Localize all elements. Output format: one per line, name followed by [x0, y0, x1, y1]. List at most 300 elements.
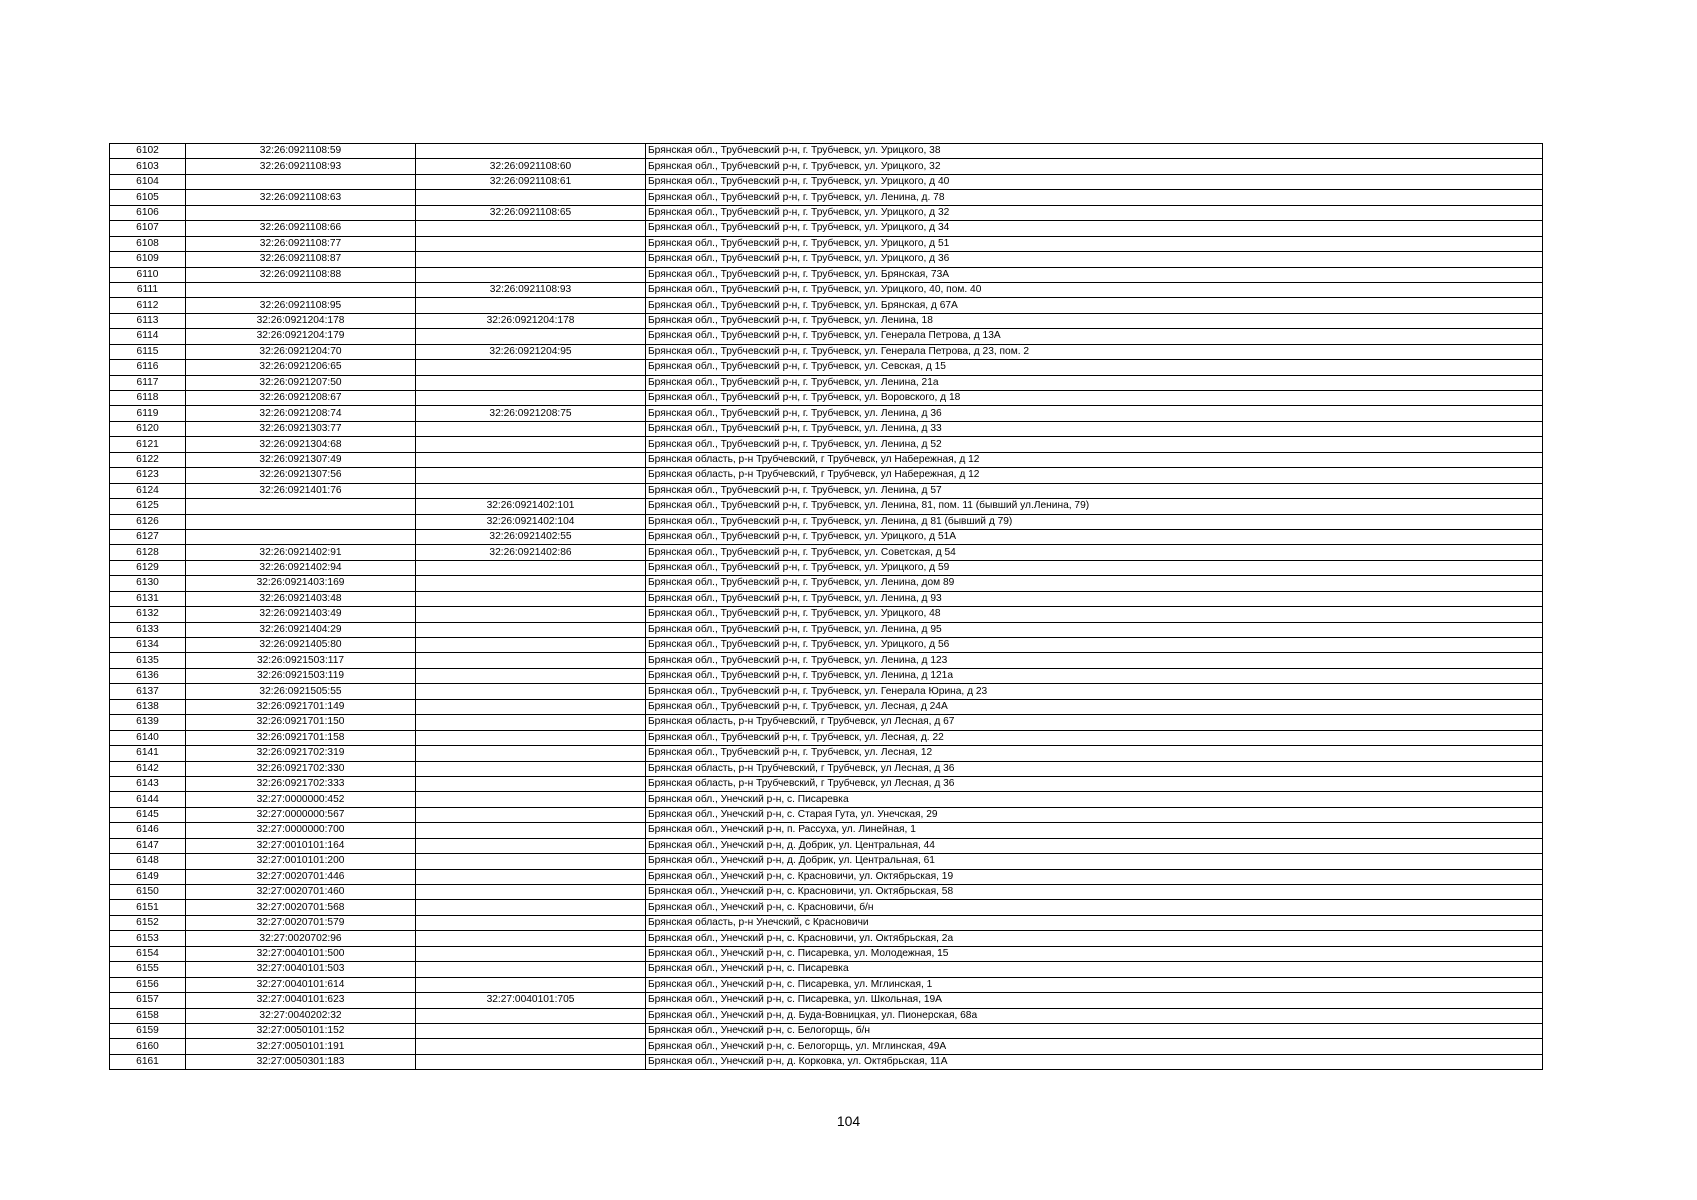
address-cell: Брянская обл., Унечский р-н, п. Рассуха, ул. Линейная, 1 [646, 823, 1543, 838]
address-cell: Брянская обл., Трубчевский р-н, г. Трубчевск, ул. Лесная, д 24А [646, 699, 1543, 714]
row-number-cell: 6130 [110, 576, 186, 591]
address-cell: Брянская обл., Унечский р-н, с. Красновичи, ул. Октябрьская, 19 [646, 869, 1543, 884]
cadastral-number-cell: 32:27:0050301:183 [186, 1054, 416, 1069]
table-row [110, 1054, 1543, 1069]
table-row [110, 869, 1543, 884]
table-row [110, 329, 1543, 344]
cadastral-number-cell: 32:27:0040101:500 [186, 946, 416, 961]
row-number-cell: 6131 [110, 591, 186, 606]
cadastral-number-cell: 32:27:0020701:446 [186, 869, 416, 884]
address-cell: Брянская обл., Унечский р-н, с. Писаревка, ул. Школьная, 19А [646, 993, 1543, 1008]
related-cadastral-number-cell [416, 622, 646, 637]
registry-table-body [110, 144, 1543, 1070]
address-cell: Брянская обл., Трубчевский р-н, г. Трубчевск, ул. Лесная, д. 22 [646, 730, 1543, 745]
cadastral-number-cell: 32:27:0040101:503 [186, 962, 416, 977]
address-cell: Брянская обл., Трубчевский р-н, г. Трубчевск, ул. Урицкого, д 56 [646, 638, 1543, 653]
address-cell: Брянская область, р-н Трубчевский, г Трубчевск, ул Лесная, д 36 [646, 776, 1543, 791]
table-row [110, 468, 1543, 483]
related-cadastral-number-cell [416, 452, 646, 467]
related-cadastral-number-cell [416, 854, 646, 869]
row-number-cell: 6122 [110, 452, 186, 467]
cadastral-number-cell: 32:26:0921208:74 [186, 406, 416, 421]
related-cadastral-number-cell [416, 591, 646, 606]
row-number-cell: 6109 [110, 252, 186, 267]
related-cadastral-number-cell: 32:26:0921204:178 [416, 313, 646, 328]
cadastral-number-cell [186, 499, 416, 514]
related-cadastral-number-cell [416, 360, 646, 375]
related-cadastral-number-cell: 32:26:0921402:101 [416, 499, 646, 514]
table-row [110, 499, 1543, 514]
row-number-cell: 6110 [110, 267, 186, 282]
row-number-cell: 6117 [110, 375, 186, 390]
table-row [110, 159, 1543, 174]
related-cadastral-number-cell [416, 437, 646, 452]
table-row [110, 915, 1543, 930]
address-cell: Брянская обл., Трубчевский р-н, г. Трубчевск, ул. Урицкого, д 51 [646, 236, 1543, 251]
row-number-cell: 6104 [110, 174, 186, 189]
cadastral-number-cell: 32:26:0921702:330 [186, 761, 416, 776]
related-cadastral-number-cell [416, 1023, 646, 1038]
address-cell: Брянская обл., Трубчевский р-н, г. Трубчевск, ул. Ленина, 21а [646, 375, 1543, 390]
row-number-cell: 6135 [110, 653, 186, 668]
table-row [110, 421, 1543, 436]
related-cadastral-number-cell [416, 977, 646, 992]
row-number-cell: 6107 [110, 221, 186, 236]
row-number-cell: 6124 [110, 483, 186, 498]
related-cadastral-number-cell: 32:26:0921108:65 [416, 205, 646, 220]
table-row [110, 375, 1543, 390]
address-cell: Брянская область, р-н Трубчевский, г Трубчевск, ул Набережная, д 12 [646, 452, 1543, 467]
cadastral-number-cell: 32:26:0921108:93 [186, 159, 416, 174]
cadastral-number-cell: 32:26:0921402:94 [186, 560, 416, 575]
address-cell: Брянская обл., Трубчевский р-н, г. Трубчевск, ул. Брянская, 73А [646, 267, 1543, 282]
related-cadastral-number-cell [416, 221, 646, 236]
table-row [110, 607, 1543, 622]
row-number-cell: 6134 [110, 638, 186, 653]
related-cadastral-number-cell [416, 391, 646, 406]
table-row [110, 638, 1543, 653]
address-cell: Брянская обл., Трубчевский р-н, г. Трубчевск, ул. Урицкого, д 51А [646, 529, 1543, 544]
related-cadastral-number-cell [416, 653, 646, 668]
row-number-cell: 6145 [110, 807, 186, 822]
cadastral-number-cell: 32:26:0921404:29 [186, 622, 416, 637]
cadastral-number-cell: 32:26:0921702:319 [186, 746, 416, 761]
related-cadastral-number-cell [416, 885, 646, 900]
row-number-cell: 6156 [110, 977, 186, 992]
table-row [110, 823, 1543, 838]
related-cadastral-number-cell [416, 576, 646, 591]
row-number-cell: 6154 [110, 946, 186, 961]
related-cadastral-number-cell [416, 807, 646, 822]
address-cell: Брянская обл., Унечский р-н, с. Писаревка, ул. Мглинская, 1 [646, 977, 1543, 992]
cadastral-number-cell: 32:26:0921304:68 [186, 437, 416, 452]
row-number-cell: 6125 [110, 499, 186, 514]
row-number-cell: 6140 [110, 730, 186, 745]
row-number-cell: 6149 [110, 869, 186, 884]
address-cell: Брянская обл., Унечский р-н, д. Корковка, ул. Октябрьская, 11А [646, 1054, 1543, 1069]
row-number-cell: 6148 [110, 854, 186, 869]
address-cell: Брянская обл., Трубчевский р-н, г. Трубчевск, ул. Лесная, 12 [646, 746, 1543, 761]
cadastral-number-cell [186, 514, 416, 529]
table-row [110, 144, 1543, 159]
row-number-cell: 6114 [110, 329, 186, 344]
related-cadastral-number-cell: 32:26:0921402:104 [416, 514, 646, 529]
table-row [110, 267, 1543, 282]
table-row [110, 560, 1543, 575]
table-row [110, 776, 1543, 791]
table-row [110, 668, 1543, 683]
cadastral-number-cell: 32:27:0040202:32 [186, 1008, 416, 1023]
related-cadastral-number-cell: 32:26:0921208:75 [416, 406, 646, 421]
address-cell: Брянская обл., Трубчевский р-н, г. Трубчевск, ул. Урицкого, д 40 [646, 174, 1543, 189]
row-number-cell: 6132 [110, 607, 186, 622]
table-row [110, 406, 1543, 421]
table-row [110, 653, 1543, 668]
address-cell: Брянская обл., Унечский р-н, с. Белогорщь, б/н [646, 1023, 1543, 1038]
related-cadastral-number-cell [416, 823, 646, 838]
cadastral-number-cell: 32:26:0921701:149 [186, 699, 416, 714]
address-cell: Брянская обл., Трубчевский р-н, г. Трубчевск, ул. Урицкого, д 32 [646, 205, 1543, 220]
table-row [110, 761, 1543, 776]
row-number-cell: 6146 [110, 823, 186, 838]
row-number-cell: 6143 [110, 776, 186, 791]
table-row [110, 622, 1543, 637]
table-row [110, 946, 1543, 961]
table-row [110, 529, 1543, 544]
table-row [110, 576, 1543, 591]
row-number-cell: 6133 [110, 622, 186, 637]
address-cell: Брянская обл., Трубчевский р-н, г. Трубчевск, ул. Ленина, д 81 (бывший д 79) [646, 514, 1543, 529]
address-cell: Брянская обл., Унечский р-н, с. Красновичи, б/н [646, 900, 1543, 915]
table-row [110, 190, 1543, 205]
related-cadastral-number-cell [416, 483, 646, 498]
row-number-cell: 6137 [110, 684, 186, 699]
cadastral-number-cell: 32:27:0050101:191 [186, 1039, 416, 1054]
row-number-cell: 6118 [110, 391, 186, 406]
related-cadastral-number-cell: 32:26:0921108:61 [416, 174, 646, 189]
table-row [110, 452, 1543, 467]
cadastral-number-cell: 32:27:0010101:200 [186, 854, 416, 869]
cadastral-number-cell: 32:27:0000000:452 [186, 792, 416, 807]
related-cadastral-number-cell [416, 1039, 646, 1054]
related-cadastral-number-cell [416, 190, 646, 205]
cadastral-number-cell [186, 205, 416, 220]
address-cell: Брянская область, р-н Унечский, с Красновичи [646, 915, 1543, 930]
related-cadastral-number-cell [416, 144, 646, 159]
address-cell: Брянская область, р-н Трубчевский, г Трубчевск, ул Лесная, д 36 [646, 761, 1543, 776]
row-number-cell: 6115 [110, 344, 186, 359]
related-cadastral-number-cell [416, 761, 646, 776]
cadastral-number-cell: 32:27:0010101:164 [186, 838, 416, 853]
row-number-cell: 6108 [110, 236, 186, 251]
related-cadastral-number-cell [416, 792, 646, 807]
cadastral-number-cell: 32:26:0921108:87 [186, 252, 416, 267]
table-row [110, 252, 1543, 267]
table-row [110, 483, 1543, 498]
related-cadastral-number-cell [416, 668, 646, 683]
cadastral-number-cell: 32:26:0921206:65 [186, 360, 416, 375]
related-cadastral-number-cell [416, 421, 646, 436]
related-cadastral-number-cell: 32:26:0921204:95 [416, 344, 646, 359]
cadastral-number-cell: 32:26:0921402:91 [186, 545, 416, 560]
row-number-cell: 6119 [110, 406, 186, 421]
address-cell: Брянская обл., Трубчевский р-н, г. Трубчевск, ул. Воровского, д 18 [646, 391, 1543, 406]
table-row [110, 236, 1543, 251]
cadastral-number-cell: 32:26:0921403:49 [186, 607, 416, 622]
cadastral-number-cell: 32:26:0921503:117 [186, 653, 416, 668]
table-row [110, 746, 1543, 761]
address-cell: Брянская обл., Трубчевский р-н, г. Трубчевск, ул. Ленина, д 121а [646, 668, 1543, 683]
related-cadastral-number-cell [416, 375, 646, 390]
table-row [110, 962, 1543, 977]
related-cadastral-number-cell: 32:26:0921402:86 [416, 545, 646, 560]
row-number-cell: 6111 [110, 282, 186, 297]
related-cadastral-number-cell [416, 715, 646, 730]
related-cadastral-number-cell [416, 607, 646, 622]
cadastral-number-cell: 32:27:0000000:700 [186, 823, 416, 838]
row-number-cell: 6121 [110, 437, 186, 452]
table-row [110, 205, 1543, 220]
related-cadastral-number-cell [416, 298, 646, 313]
row-number-cell: 6106 [110, 205, 186, 220]
row-number-cell: 6151 [110, 900, 186, 915]
row-number-cell: 6153 [110, 931, 186, 946]
row-number-cell: 6113 [110, 313, 186, 328]
table-row [110, 282, 1543, 297]
table-row [110, 437, 1543, 452]
row-number-cell: 6142 [110, 761, 186, 776]
related-cadastral-number-cell [416, 946, 646, 961]
table-row [110, 391, 1543, 406]
related-cadastral-number-cell [416, 236, 646, 251]
row-number-cell: 6159 [110, 1023, 186, 1038]
table-row [110, 699, 1543, 714]
cadastral-number-cell: 32:27:0020701:568 [186, 900, 416, 915]
cadastral-number-cell: 32:26:0921505:55 [186, 684, 416, 699]
cadastral-number-cell: 32:26:0921403:169 [186, 576, 416, 591]
address-cell: Брянская область, р-н Трубчевский, г Трубчевск, ул Набережная, д 12 [646, 468, 1543, 483]
related-cadastral-number-cell [416, 329, 646, 344]
row-number-cell: 6160 [110, 1039, 186, 1054]
related-cadastral-number-cell: 32:26:0921108:60 [416, 159, 646, 174]
table-row [110, 514, 1543, 529]
related-cadastral-number-cell [416, 776, 646, 791]
registry-table [109, 143, 1543, 1070]
row-number-cell: 6136 [110, 668, 186, 683]
related-cadastral-number-cell [416, 900, 646, 915]
cadastral-number-cell: 32:26:0921204:70 [186, 344, 416, 359]
address-cell: Брянская обл., Трубчевский р-н, г. Трубчевск, ул. Урицкого, д 34 [646, 221, 1543, 236]
table-row [110, 1023, 1543, 1038]
cadastral-number-cell: 32:26:0921701:150 [186, 715, 416, 730]
cadastral-number-cell: 32:27:0020701:579 [186, 915, 416, 930]
row-number-cell: 6116 [110, 360, 186, 375]
related-cadastral-number-cell: 32:27:0040101:705 [416, 993, 646, 1008]
cadastral-number-cell: 32:26:0921702:333 [186, 776, 416, 791]
cadastral-number-cell [186, 529, 416, 544]
related-cadastral-number-cell [416, 638, 646, 653]
related-cadastral-number-cell [416, 746, 646, 761]
row-number-cell: 6112 [110, 298, 186, 313]
table-row [110, 900, 1543, 915]
address-cell: Брянская обл., Трубчевский р-н, г. Трубчевск, ул. Ленина, д 33 [646, 421, 1543, 436]
related-cadastral-number-cell [416, 699, 646, 714]
cadastral-number-cell [186, 282, 416, 297]
row-number-cell: 6157 [110, 993, 186, 1008]
cadastral-number-cell: 32:26:0921108:59 [186, 144, 416, 159]
cadastral-number-cell: 32:26:0921108:63 [186, 190, 416, 205]
row-number-cell: 6120 [110, 421, 186, 436]
address-cell: Брянская обл., Трубчевский р-н, г. Трубчевск, ул. Ленина, д 57 [646, 483, 1543, 498]
row-number-cell: 6144 [110, 792, 186, 807]
row-number-cell: 6138 [110, 699, 186, 714]
cadastral-number-cell: 32:26:0921503:119 [186, 668, 416, 683]
row-number-cell: 6128 [110, 545, 186, 560]
related-cadastral-number-cell: 32:26:0921402:55 [416, 529, 646, 544]
cadastral-number-cell: 32:26:0921307:56 [186, 468, 416, 483]
address-cell: Брянская обл., Трубчевский р-н, г. Трубчевск, ул. Урицкого, 40, пом. 40 [646, 282, 1543, 297]
related-cadastral-number-cell: 32:26:0921108:93 [416, 282, 646, 297]
table-row [110, 545, 1543, 560]
address-cell: Брянская обл., Трубчевский р-н, г. Трубчевск, ул. Ленина, д. 78 [646, 190, 1543, 205]
address-cell: Брянская обл., Трубчевский р-н, г. Трубчевск, ул. Ленина, д 52 [646, 437, 1543, 452]
table-row [110, 684, 1543, 699]
cadastral-number-cell: 32:26:0921405:80 [186, 638, 416, 653]
address-cell: Брянская обл., Трубчевский р-н, г. Трубчевск, ул. Генерала Петрова, д 13А [646, 329, 1543, 344]
cadastral-number-cell: 32:27:0040101:623 [186, 993, 416, 1008]
row-number-cell: 6126 [110, 514, 186, 529]
row-number-cell: 6129 [110, 560, 186, 575]
table-row [110, 730, 1543, 745]
address-cell: Брянская обл., Трубчевский р-н, г. Трубчевск, ул. Урицкого, 32 [646, 159, 1543, 174]
related-cadastral-number-cell [416, 931, 646, 946]
related-cadastral-number-cell [416, 1054, 646, 1069]
related-cadastral-number-cell [416, 1008, 646, 1023]
address-cell: Брянская обл., Трубчевский р-н, г. Трубчевск, ул. Севская, д 15 [646, 360, 1543, 375]
address-cell: Брянская обл., Унечский р-н, с. Старая Гута, ул. Унечская, 29 [646, 807, 1543, 822]
row-number-cell: 6123 [110, 468, 186, 483]
cadastral-number-cell: 32:26:0921307:49 [186, 452, 416, 467]
row-number-cell: 6127 [110, 529, 186, 544]
cadastral-number-cell: 32:26:0921207:50 [186, 375, 416, 390]
related-cadastral-number-cell [416, 838, 646, 853]
related-cadastral-number-cell [416, 962, 646, 977]
table-row [110, 1008, 1543, 1023]
address-cell: Брянская область, р-н Трубчевский, г Трубчевск, ул Лесная, д 67 [646, 715, 1543, 730]
related-cadastral-number-cell [416, 915, 646, 930]
cadastral-number-cell: 32:26:0921108:88 [186, 267, 416, 282]
cadastral-number-cell: 32:27:0000000:567 [186, 807, 416, 822]
table-row [110, 931, 1543, 946]
cadastral-number-cell: 32:26:0921204:178 [186, 313, 416, 328]
address-cell: Брянская обл., Трубчевский р-н, г. Трубчевск, ул. Урицкого, 48 [646, 607, 1543, 622]
table-row [110, 174, 1543, 189]
address-cell: Брянская обл., Трубчевский р-н, г. Трубчевск, ул. Ленина, д 95 [646, 622, 1543, 637]
row-number-cell: 6155 [110, 962, 186, 977]
row-number-cell: 6105 [110, 190, 186, 205]
address-cell: Брянская обл., Унечский р-н, с. Красновичи, ул. Октябрьская, 2а [646, 931, 1543, 946]
related-cadastral-number-cell [416, 267, 646, 282]
address-cell: Брянская обл., Унечский р-н, с. Белогорщь, ул. Мглинская, 49А [646, 1039, 1543, 1054]
address-cell: Брянская обл., Трубчевский р-н, г. Трубчевск, ул. Ленина, 18 [646, 313, 1543, 328]
address-cell: Брянская обл., Трубчевский р-н, г. Трубчевск, ул. Генерала Юрина, д 23 [646, 684, 1543, 699]
table-row [110, 854, 1543, 869]
table-row [110, 360, 1543, 375]
address-cell: Брянская обл., Трубчевский р-н, г. Трубчевск, ул. Брянская, д 67А [646, 298, 1543, 313]
address-cell: Брянская обл., Унечский р-н, с. Писаревка [646, 962, 1543, 977]
cadastral-number-cell: 32:26:0921303:77 [186, 421, 416, 436]
cadastral-number-cell: 32:27:0020702:96 [186, 931, 416, 946]
table-row [110, 977, 1543, 992]
cadastral-number-cell: 32:26:0921208:67 [186, 391, 416, 406]
table-row [110, 993, 1543, 1008]
address-cell: Брянская обл., Унечский р-н, д. Буда-Вовницкая, ул. Пионерская, 68а [646, 1008, 1543, 1023]
address-cell: Брянская обл., Трубчевский р-н, г. Трубчевск, ул. Генерала Петрова, д 23, пом. 2 [646, 344, 1543, 359]
row-number-cell: 6103 [110, 159, 186, 174]
row-number-cell: 6139 [110, 715, 186, 730]
address-cell: Брянская обл., Трубчевский р-н, г. Трубчевск, ул. Урицкого, 38 [646, 144, 1543, 159]
address-cell: Брянская обл., Унечский р-н, с. Писаревка [646, 792, 1543, 807]
address-cell: Брянская обл., Трубчевский р-н, г. Трубчевск, ул. Ленина, 81, пом. 11 (бывший ул.Ленина, 79) [646, 499, 1543, 514]
address-cell: Брянская обл., Трубчевский р-н, г. Трубчевск, ул. Ленина, д 123 [646, 653, 1543, 668]
address-cell: Брянская обл., Унечский р-н, с. Красновичи, ул. Октябрьская, 58 [646, 885, 1543, 900]
cadastral-number-cell: 32:26:0921701:158 [186, 730, 416, 745]
address-cell: Брянская обл., Трубчевский р-н, г. Трубчевск, ул. Урицкого, д 36 [646, 252, 1543, 267]
cadastral-number-cell: 32:27:0020701:460 [186, 885, 416, 900]
table-row [110, 298, 1543, 313]
row-number-cell: 6102 [110, 144, 186, 159]
row-number-cell: 6158 [110, 1008, 186, 1023]
table-row [110, 838, 1543, 853]
table-row [110, 792, 1543, 807]
table-row [110, 344, 1543, 359]
related-cadastral-number-cell [416, 869, 646, 884]
cadastral-number-cell: 32:26:0921401:76 [186, 483, 416, 498]
cadastral-number-cell: 32:26:0921403:48 [186, 591, 416, 606]
address-cell: Брянская обл., Трубчевский р-н, г. Трубчевск, ул. Ленина, д 93 [646, 591, 1543, 606]
related-cadastral-number-cell [416, 468, 646, 483]
cadastral-number-cell: 32:26:0921204:179 [186, 329, 416, 344]
cadastral-number-cell: 32:27:0050101:152 [186, 1023, 416, 1038]
cadastral-number-cell: 32:26:0921108:95 [186, 298, 416, 313]
related-cadastral-number-cell [416, 684, 646, 699]
table-row [110, 807, 1543, 822]
table-row [110, 221, 1543, 236]
cadastral-number-cell: 32:26:0921108:77 [186, 236, 416, 251]
cadastral-number-cell: 32:27:0040101:614 [186, 977, 416, 992]
related-cadastral-number-cell [416, 730, 646, 745]
row-number-cell: 6161 [110, 1054, 186, 1069]
table-row [110, 885, 1543, 900]
row-number-cell: 6150 [110, 885, 186, 900]
cadastral-number-cell [186, 174, 416, 189]
address-cell: Брянская обл., Унечский р-н, с. Писаревка, ул. Молодежная, 15 [646, 946, 1543, 961]
address-cell: Брянская обл., Трубчевский р-н, г. Трубчевск, ул. Ленина, д 36 [646, 406, 1543, 421]
table-row [110, 313, 1543, 328]
address-cell: Брянская обл., Трубчевский р-н, г. Трубчевск, ул. Ленина, дом 89 [646, 576, 1543, 591]
page-number: 104 [836, 1113, 861, 1129]
cadastral-number-cell: 32:26:0921108:66 [186, 221, 416, 236]
address-cell: Брянская обл., Трубчевский р-н, г. Трубчевск, ул. Советская, д 54 [646, 545, 1543, 560]
row-number-cell: 6147 [110, 838, 186, 853]
row-number-cell: 6141 [110, 746, 186, 761]
address-cell: Брянская обл., Трубчевский р-н, г. Трубчевск, ул. Урицкого, д 59 [646, 560, 1543, 575]
address-cell: Брянская обл., Унечский р-н, д. Добрик, ул. Центральная, 44 [646, 838, 1543, 853]
table-row [110, 1039, 1543, 1054]
table-row [110, 591, 1543, 606]
related-cadastral-number-cell [416, 252, 646, 267]
table-row [110, 715, 1543, 730]
